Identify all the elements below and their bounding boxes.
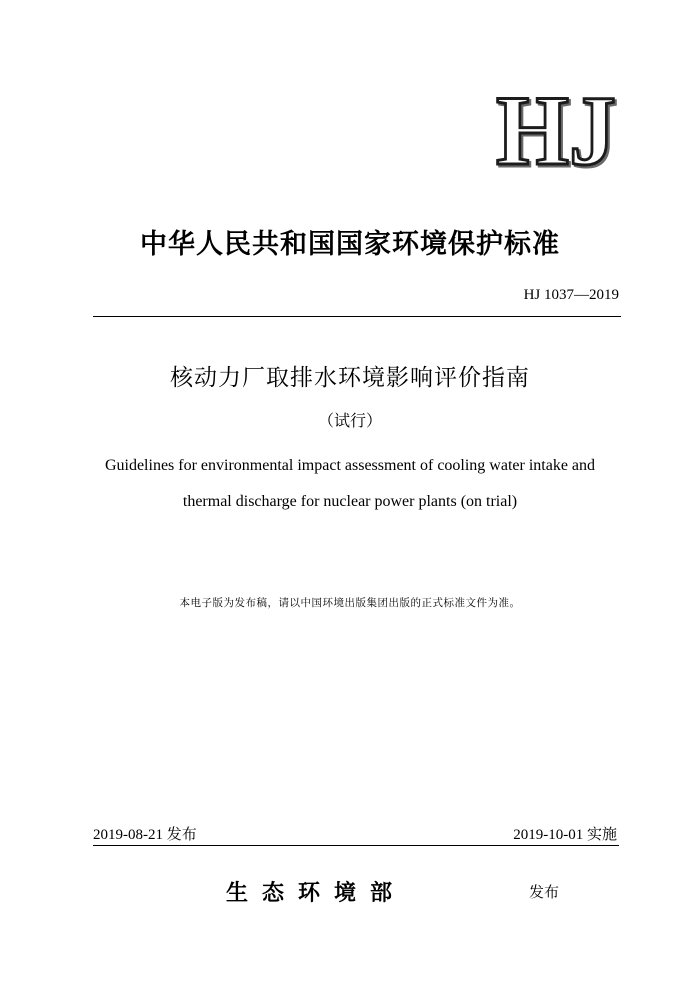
- footer-divider: [93, 845, 619, 846]
- country-standard-title: 中华人民共和国国家环境保护标准: [140, 229, 560, 260]
- standard-number: HJ 1037—2019: [523, 287, 619, 303]
- trial-label: （试行）: [317, 411, 382, 430]
- english-title-line-1: Guidelines for environmental impact assessment of cooling water intake and: [104, 457, 596, 474]
- effective-date: 2019-10-01 实施: [513, 827, 617, 843]
- header-divider: [93, 316, 621, 317]
- issue-label: 发布: [529, 883, 560, 901]
- hj-logo: [496, 88, 620, 170]
- english-title-line-2: thermal discharge for nuclear power plants (on trial): [182, 493, 518, 510]
- chinese-title: 核动力厂取排水环境影响评价指南: [170, 365, 530, 391]
- hj-logo-text: HJ: [496, 88, 616, 170]
- release-date: 2019-08-21 发布: [93, 827, 197, 843]
- edition-note: 本电子版为发布稿，请以中国环境出版集团出版的正式标准文件为准。: [179, 597, 521, 609]
- issuing-authority: 生态环境部: [226, 881, 407, 906]
